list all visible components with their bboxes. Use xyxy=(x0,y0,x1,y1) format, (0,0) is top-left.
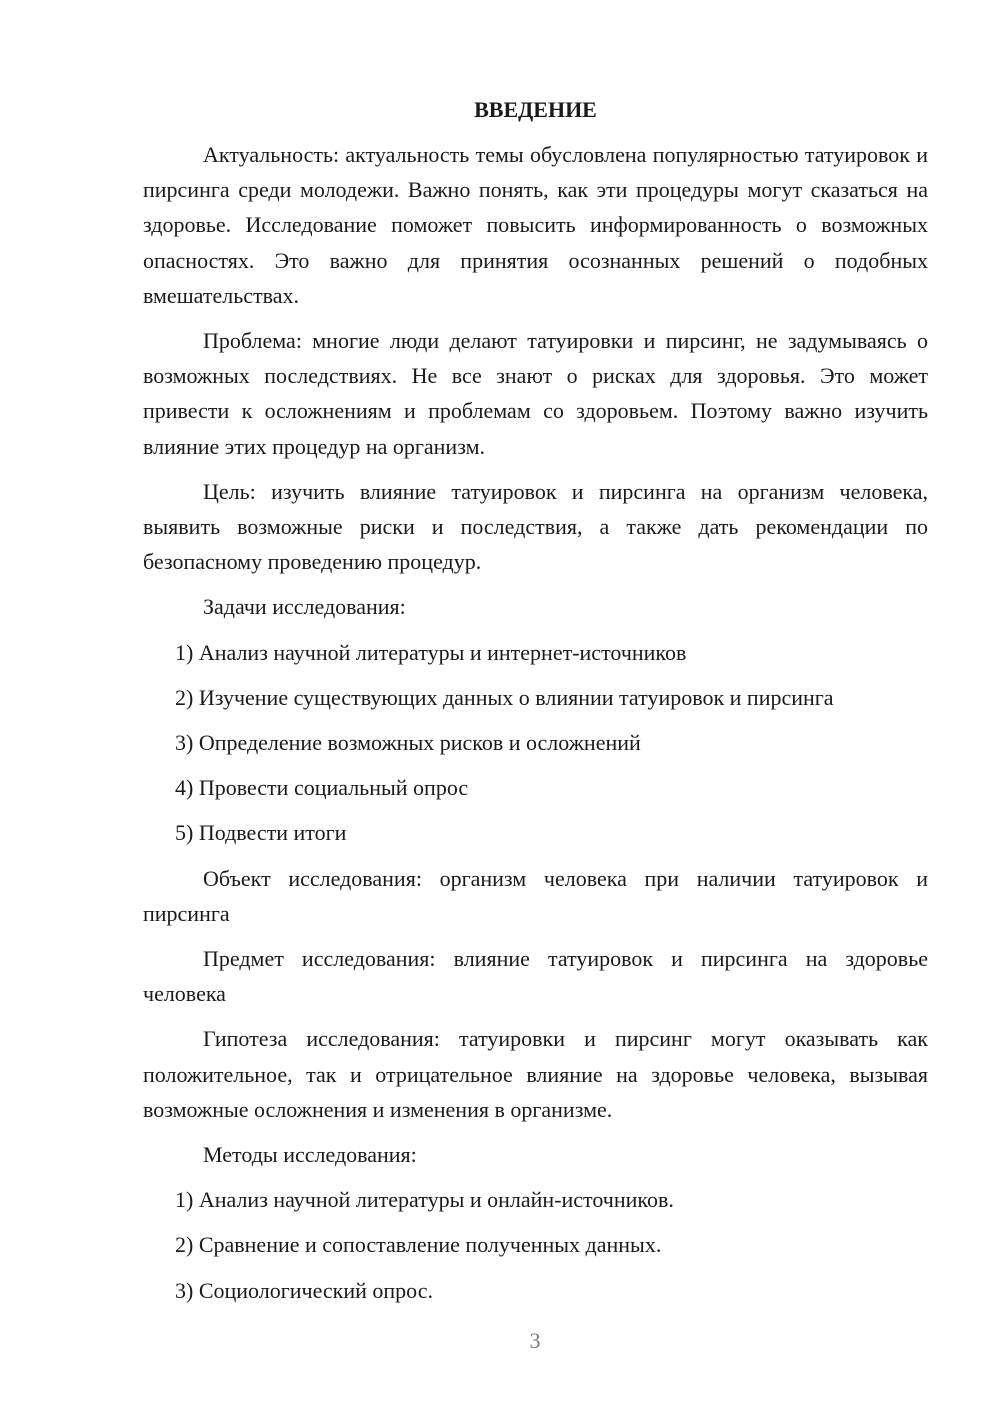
methods-heading: Методы исследования: xyxy=(203,1142,417,1168)
goal-paragraph: Цель: изучить влияние татуировок и пирсинга на организм человека, выявить возможные риски и последствия, а также дать рекомендации по безопасному проведению процедур. xyxy=(143,478,928,575)
page-number: 3 xyxy=(529,1328,541,1353)
object-paragraph: Объект исследования: организм человека при наличии татуировок и пирсинга xyxy=(143,865,928,926)
hypothesis-paragraph: Гипотеза исследования: татуировки и пирсинг могут оказывать как положительное, так и отрицательное влияние на здоровье человека, вызывая возможные осложнения и изменения в организме. xyxy=(143,1026,928,1122)
task-item: 2) Изучение существующих данных о влиянии татуировок и пирсинга xyxy=(175,684,834,710)
subject-paragraph: Предмет исследования: влияние татуировок и пирсинга на здоровье человека xyxy=(143,946,928,1007)
method-item: 2) Сравнение и сопоставление полученных данных. xyxy=(175,1232,662,1258)
method-item: 1) Анализ научной литературы и онлайн-источников. xyxy=(175,1187,674,1213)
relevance-paragraph: Актуальность: актуальность темы обусловлена популярностью татуировок и пирсинга среди молодежи. Важно понять, как эти процедуры могут сказаться на здоровье. Исследование поможет повысить информированность о возможных опасностях. Это важно для принятия осознанных решений о подобных вмешательствах. xyxy=(143,142,928,308)
section-title: ВВЕДЕНИЕ xyxy=(474,97,597,122)
task-item: 5) Подвести итоги xyxy=(175,820,347,846)
task-item: 1) Анализ научной литературы и интернет-источников xyxy=(175,639,687,665)
method-item: 3) Социологический опрос. xyxy=(175,1277,433,1303)
task-item: 3) Определение возможных рисков и осложнений xyxy=(175,730,641,756)
tasks-heading: Задачи исследования: xyxy=(203,594,406,620)
task-item: 4) Провести социальный опрос xyxy=(175,775,469,801)
problem-paragraph: Проблема: многие люди делают татуировки и пирсинг, не задумываясь о возможных последствиях. Не все знают о рисках для здоровья. Это может привести к осложнениям и проблемам со здоровьем. Поэтому важно изучить влияние этих процедур на организм. xyxy=(143,328,928,459)
page-content xyxy=(143,92,928,1318)
